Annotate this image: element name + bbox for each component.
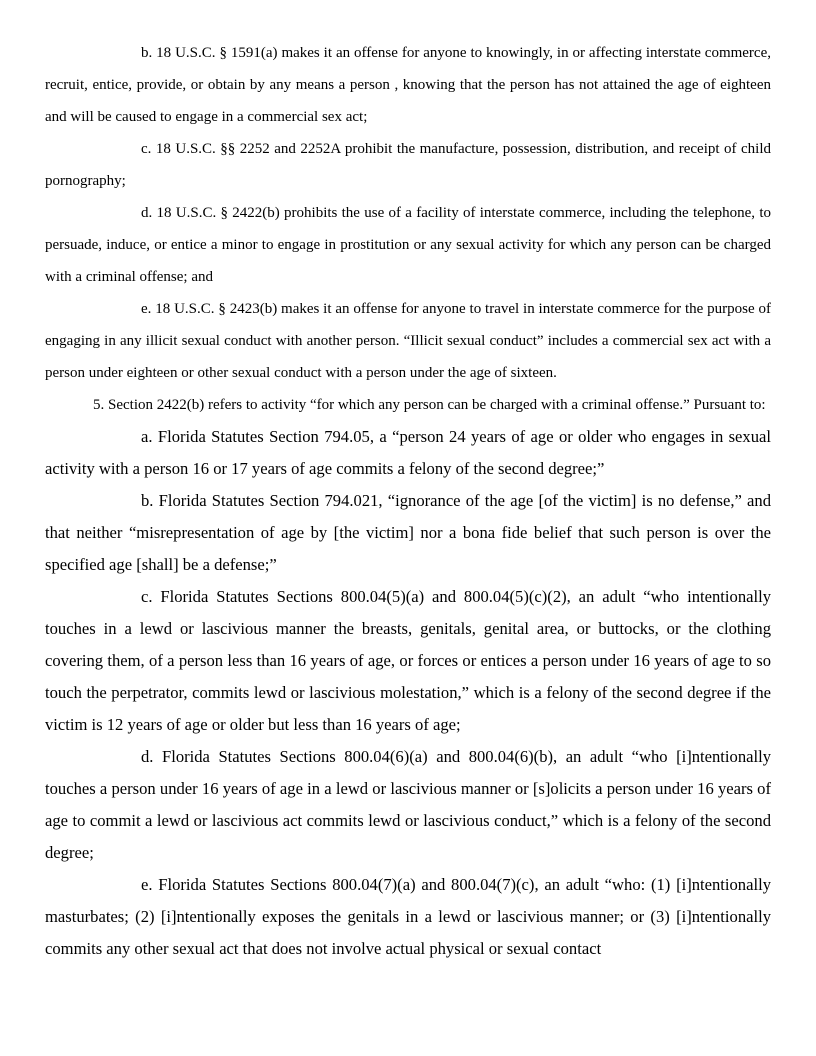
paragraph-fl-800-04-5: c. Florida Statutes Sections 800.04(5)(a) and 800.04(5)(c)(2), an adult “who intentionally touches in a lewd or lascivious manner the breasts, genitals, genital area, or buttocks, or the clothing covering them, of a person less than 16 years of age, or forces or entices a person under 16 years of age to so touch the perpetrator, commits lewd or lascivious molestation,” which is a felony of the second degree if the victim is 12 years of age or older but less than 16 years of age;	[45, 587, 771, 734]
paragraph-18usc-2423b: e. 18 U.S.C. § 2423(b) makes it an offense for anyone to travel in interstate commerce for the purpose of engaging in any illicit sexual conduct with another person. “Illicit sexual conduct” includes a commercial sex act with a person under eighteen or other sexual conduct with a person under the age of sixteen.	[45, 301, 771, 381]
paragraph-18usc-2252: c. 18 U.S.C. §§ 2252 and 2252A prohibit the manufacture, possession, distribution, and receipt of child pornography;	[45, 141, 771, 189]
paragraph-fl-794-021: b. Florida Statutes Section 794.021, “ignorance of the age [of the victim] is no defense,” and that neither “misrepresentation of age by [the victim] nor a bona fide belief that such person is over the specified age [shall] be a defense;”	[45, 491, 771, 574]
paragraph-18usc-1591: b. 18 U.S.C. § 1591(a) makes it an offense for anyone to knowingly, in or affecting interstate commerce, recruit, entice, provide, or obtain by any means a person , knowing that the person has not attained the age of eighteen and will be caused to engage in a commercial sex act;	[45, 45, 771, 125]
paragraph-18usc-2422b: d. 18 U.S.C. § 2422(b) prohibits the use of a facility of interstate commerce, including the telephone, to persuade, induce, or entice a minor to engage in prostitution or any sexual activity for which any person can be charged with a criminal offense; and	[45, 205, 771, 285]
paragraph-fl-800-04-7: e. Florida Statutes Sections 800.04(7)(a) and 800.04(7)(c), an adult “who: (1) [i]ntentionally masturbates; (2) [i]ntentionally exposes the genitals in a lewd or lascivious manner; or (3) [i]ntentionally commits any other sexual act that does not involve actual physical or sexual contact	[45, 875, 771, 958]
paragraph-fl-800-04-6: d. Florida Statutes Sections 800.04(6)(a) and 800.04(6)(b), an adult “who [i]ntentionally touches a person under 16 years of age in a lewd or lascivious manner or [s]olicits a person under 16 years of age to commit a lewd or lascivious act commits lewd or lascivious conduct,” which is a felony of the second degree;	[45, 747, 771, 862]
paragraph-fl-794-05: a. Florida Statutes Section 794.05, a “person 24 years of age or older who engages in sexual activity with a person 16 or 17 years of age commits a felony of the second degree;”	[45, 427, 771, 478]
paragraph-5-section-2422b: 5. Section 2422(b) refers to activity “for which any person can be charged with a criminal offense.” Pursuant to:	[93, 397, 766, 413]
document-page	[45, 37, 771, 965]
